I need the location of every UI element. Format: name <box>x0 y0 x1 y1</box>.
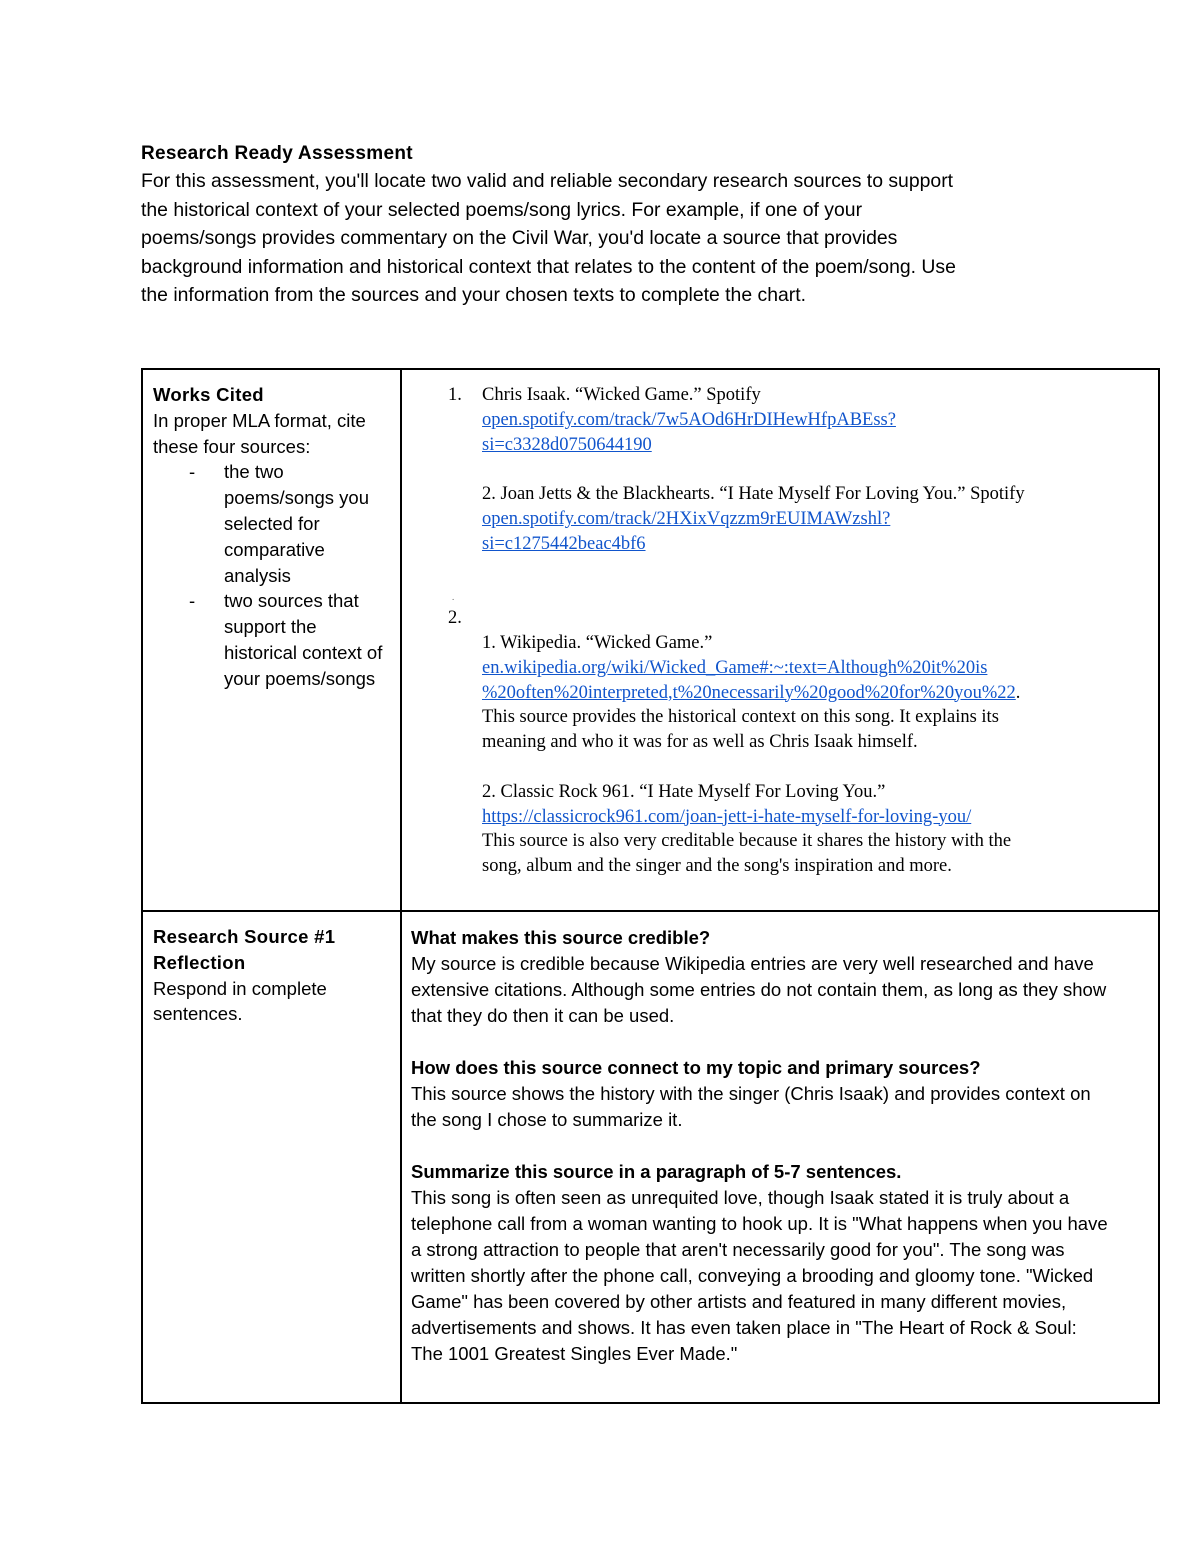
citation-text: 2. Classic Rock 961. “I Hate Myself For Loving You.” <box>482 781 886 802</box>
requirements-list <box>153 459 392 691</box>
list-item-line: analysis <box>224 564 291 586</box>
reflection-content-cell <box>401 911 1159 1403</box>
answer-line: Game" has been covered by other artists and featured in many different movies, <box>411 1291 1067 1312</box>
answer-line: telephone call from a woman wanting to hook up. It is "What happens when you have <box>411 1213 1108 1234</box>
list-item-line: the two <box>224 461 284 483</box>
answer-line: This song is often seen as unrequited love, though Isaak stated it is truly about a <box>411 1187 1070 1208</box>
reflection-section <box>411 925 1150 1029</box>
citation-text: 1. Wikipedia. “Wicked Game.” <box>482 632 713 653</box>
instructions-line: For this assessment, you'll locate two valid and reliable secondary research sources to support <box>141 170 954 192</box>
citation-item-2 <box>410 606 1150 879</box>
reflection-row <box>142 911 1159 1403</box>
answer-line: advertisements and shows. It has even taken place in "The Heart of Rock & Soul: <box>411 1317 1077 1338</box>
answer-line: the song I chose to summarize it. <box>411 1109 683 1130</box>
instructions-line: poems/songs provides commentary on the Civil War, you'd locate a source that provides <box>141 227 898 249</box>
reflection-label-cell <box>142 911 401 1403</box>
label-line: sentences. <box>153 1003 243 1025</box>
link-suffix: . <box>1015 682 1021 703</box>
page-title: Research Ready Assessment <box>141 143 413 164</box>
list-item-line: your poems/songs <box>224 667 376 689</box>
citation-link[interactable]: open.spotify.com/track/2HXixVqzzm9rEUIMAWzshl? <box>482 508 891 529</box>
reflection-heading: Research Source #1 <box>153 926 336 947</box>
citation-description: meaning and who it was for as well as Chris Isaak himself. <box>482 732 918 753</box>
list-number: 2. <box>448 608 462 629</box>
stray-mark: . <box>452 592 455 603</box>
answer-line: This source shows the history with the singer (Chris Isaak) and provides context on <box>411 1083 1091 1104</box>
citation-description: This source is also very creditable because it shares the history with the <box>482 831 1012 852</box>
instructions-line: the information from the sources and your chosen texts to complete the chart. <box>141 284 807 306</box>
instructions-line: background information and historical context that relates to the content of the poem/song. Use <box>141 255 956 278</box>
citation-item-1b <box>410 482 1150 556</box>
citation-link[interactable]: si=c1275442beac4bf6 <box>482 533 646 554</box>
citation-text: Chris Isaak. “Wicked Game.” Spotify <box>482 385 761 405</box>
reflection-heading: Reflection <box>153 951 246 973</box>
list-number: 1. <box>448 385 462 405</box>
works-cited-content-cell <box>401 369 1159 911</box>
citation-link[interactable]: open.spotify.com/track/7w5AOd6HrDIHewHfpABEss? <box>482 409 896 430</box>
list-item-line: historical context of <box>224 641 383 663</box>
citation-description: song, album and the singer and the song's inspiration and more. <box>482 856 952 877</box>
citation-link[interactable]: %20often%20interpreted,t%20necessarily%20good%20for%20you%22 <box>482 682 1016 703</box>
list-item <box>153 459 392 588</box>
assessment-table <box>141 368 1160 1404</box>
works-cited-label-cell <box>142 369 401 911</box>
dash-bullet: - <box>189 590 196 612</box>
answer-line: a strong attraction to people that aren't necessarily good for you". The song was <box>411 1239 1065 1260</box>
dash-bullet: - <box>189 461 196 483</box>
citation-link[interactable]: en.wikipedia.org/wiki/Wicked_Game#:~:text=Although%20it%20is <box>482 657 988 678</box>
intro-section <box>141 141 1071 310</box>
list-item-line: selected for <box>224 512 320 534</box>
works-cited-row <box>142 369 1159 911</box>
instructions-line: the historical context of your selected poems/song lyrics. For example, if one of your <box>141 198 863 221</box>
citation-link[interactable]: https://classicrock961.com/joan-jett-i-hate-myself-for-loving-you/ <box>482 806 972 827</box>
citation-description: This source provides the historical context on this song. It explains its <box>482 707 999 728</box>
list-item-line: two sources that <box>224 590 359 612</box>
instructions <box>141 167 1071 310</box>
question: Summarize this source in a paragraph of 5-7 sentences. <box>411 1161 902 1182</box>
answer-line: The 1001 Greatest Singles Ever Made." <box>411 1343 738 1364</box>
list-item-line: support the <box>224 616 317 638</box>
works-cited-heading: Works Cited <box>153 384 264 405</box>
answer-line: extensive citations. Although some entries do not contain them, as long as they show <box>411 979 1107 1000</box>
label-line: In proper MLA format, cite <box>153 409 366 431</box>
citation-link[interactable]: si=c3328d0750644190 <box>482 434 652 455</box>
answer-line: My source is credible because Wikipedia entries are very well researched and have <box>411 953 1094 974</box>
question: What makes this source credible? <box>411 927 711 948</box>
citation-item-1 <box>410 383 1150 457</box>
list-item <box>153 588 392 691</box>
answer-line: written shortly after the phone call, conveying a brooding and gloomy tone. "Wicked <box>411 1265 1094 1286</box>
citation-text: 2. Joan Jetts & the Blackhearts. “I Hate Myself For Loving You.” Spotify <box>482 484 1025 505</box>
answer-line: that they do then it can be used. <box>411 1005 675 1026</box>
question: How does this source connect to my topic and primary sources? <box>411 1057 981 1078</box>
list-item-line: comparative <box>224 538 325 560</box>
list-item-line: poems/songs you <box>224 487 370 509</box>
label-line: these four sources: <box>153 435 311 457</box>
reflection-section <box>411 1159 1150 1367</box>
label-line: Respond in complete <box>153 977 327 999</box>
reflection-section <box>411 1055 1150 1133</box>
